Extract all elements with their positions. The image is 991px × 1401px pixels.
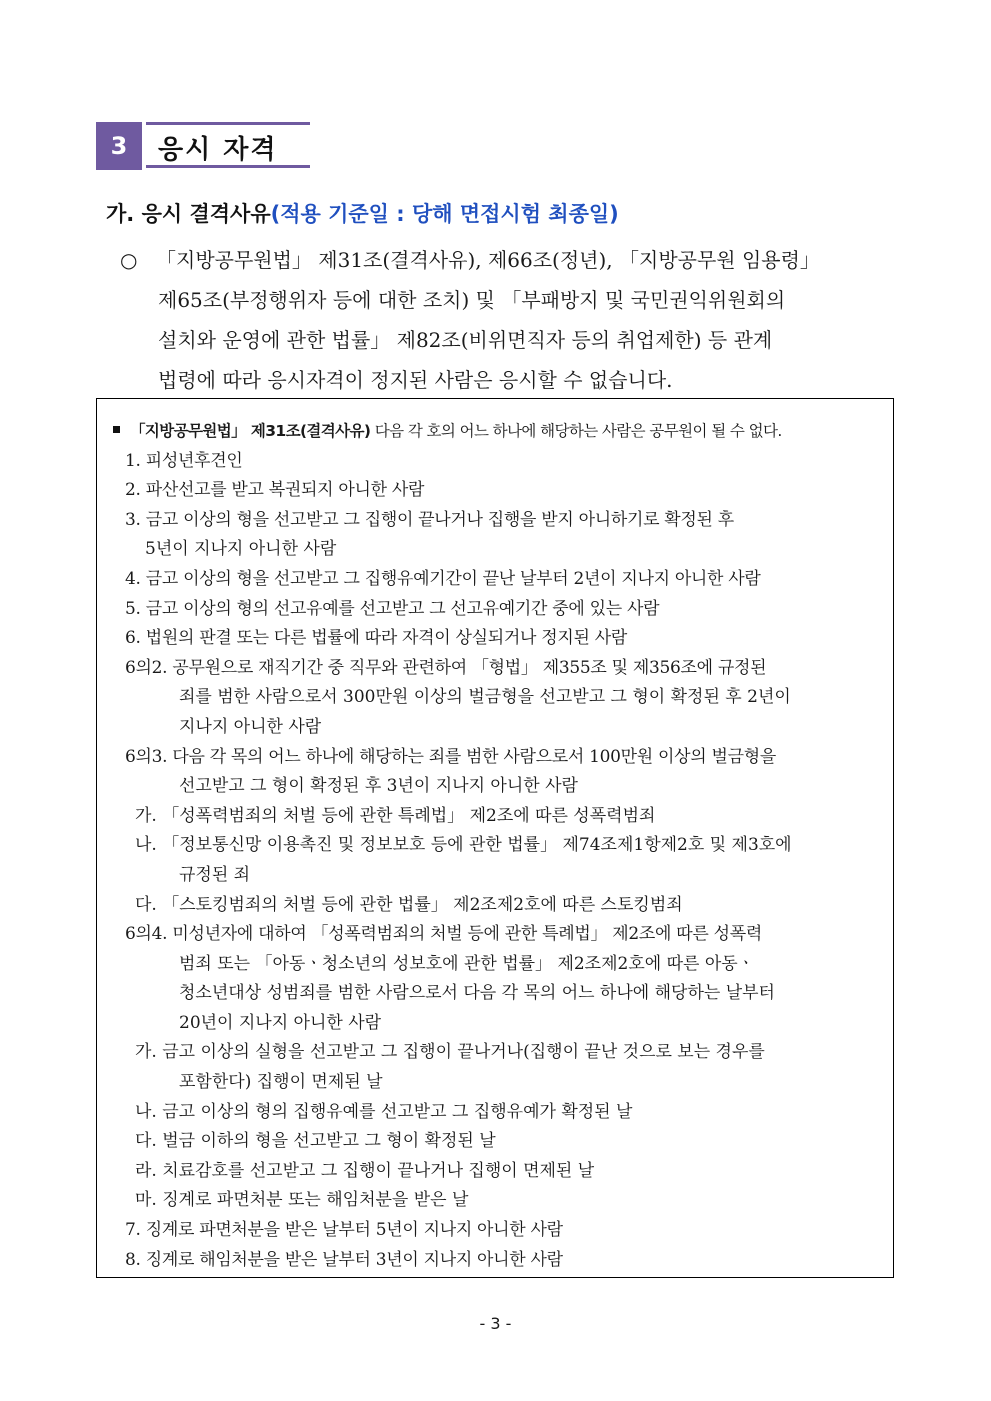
intro-line: 「지방공무원법」 제31조(결격사유), 제66조(정년), 「지방공무원 임용령」 (156, 248, 820, 272)
list-item: 7. 징계로 파면처분을 받은 날부터 5년이 지나지 아니한 사람 (125, 1220, 563, 1241)
sub-item: 다. 「스토킹범죄의 처벌 등에 관한 법률」 제2조제2호에 따른 스토킹범죄 (135, 894, 683, 915)
list-item-continuation: 20년이 지나지 아니한 사람 (179, 1012, 382, 1033)
page-number: - 3 - (479, 1314, 512, 1333)
list-item: 5. 금고 이상의 형의 선고유예를 선고받고 그 선고유예기간 중에 있는 사람 (125, 598, 660, 619)
sub-item-continuation: 포함한다) 집행이 면제된 날 (179, 1072, 383, 1093)
list-item-continuation: 5년이 지나지 아니한 사람 (145, 539, 337, 560)
list-item: 2. 파산선고를 받고 복권되지 아니한 사람 (125, 480, 425, 501)
sub-item: 가. 「성폭력범죄의 처벌 등에 관한 특례법」 제2조에 따른 성폭력범죄 (135, 805, 656, 826)
section-heading (96, 122, 310, 170)
list-item: 8. 징계로 해임처분을 받은 날부터 3년이 지나지 아니한 사람 (125, 1249, 563, 1270)
list-item: 6의3. 다음 각 목의 어느 하나에 해당하는 죄를 범한 사람으로서 100만원 이상의 벌금형을 (125, 746, 776, 767)
circle-bullet: ○ (120, 248, 138, 272)
law-excerpt-box (96, 398, 894, 1278)
intro-line: 법령에 따라 응시자격이 정지된 사람은 응시할 수 없습니다. (158, 368, 673, 392)
sub-item: 마. 징계로 파면처분 또는 해임처분을 받은 날 (135, 1190, 469, 1211)
section-title: 응시 자격 (158, 135, 278, 165)
intro-line: 설치와 운영에 관한 법률」 제82조(비위면직자 등의 취업제한) 등 관계 (158, 328, 773, 352)
list-item-continuation: 지나지 아니한 사람 (179, 716, 322, 737)
list-item: 4. 금고 이상의 형을 선고받고 그 집행유예기간이 끝난 날부터 2년이 지나지 아니한 사람 (125, 568, 761, 589)
section-number: 3 (96, 122, 142, 170)
intro-paragraph (120, 240, 900, 400)
subheading (106, 198, 619, 228)
box-heading (97, 417, 893, 447)
sub-item-continuation: 규정된 죄 (179, 864, 251, 885)
sub-item: 가. 금고 이상의 실형을 선고받고 그 집행이 끝나거나(집행이 끝난 것으로 보는 경우를 (135, 1042, 765, 1063)
sub-item: 나. 「정보통신망 이용촉진 및 정보보호 등에 관한 법률」 제74조제1항제2호 및 제3호에 (135, 835, 792, 856)
subheading-highlight: (적용 기준일 : 당해 면접시험 최종일) (270, 202, 619, 226)
square-bullet-icon (113, 426, 120, 433)
list-item: 1. 피성년후견인 (125, 450, 243, 471)
section-title-frame (146, 122, 310, 168)
list-item-continuation: 범죄 또는 「아동ㆍ청소년의 성보호에 관한 법률」 제2조제2호에 따른 아동ㆍ (179, 953, 755, 974)
list-item: 3. 금고 이상의 형을 선고받고 그 집행이 끝나거나 집행을 받지 아니하기로 확정된 후 (125, 509, 734, 530)
sub-item: 라. 치료감호를 선고받고 그 집행이 끝나거나 집행이 면제된 날 (135, 1160, 595, 1181)
intro-line: 제65조(부정행위자 등에 대한 조치) 및 「부패방지 및 국민권익위원회의 (158, 288, 786, 312)
list-item-continuation: 청소년대상 성범죄를 범한 사람으로서 다음 각 목의 어느 하나에 해당하는 날부터 (179, 983, 775, 1004)
list-item: 6. 법원의 판결 또는 다른 법률에 따라 자격이 상실되거나 정지된 사람 (125, 628, 627, 649)
list-item-continuation: 죄를 범한 사람으로서 300만원 이상의 벌금형을 선고받고 그 형이 확정된 후 2년이 (179, 687, 791, 708)
sub-item: 나. 금고 이상의 형의 집행유예를 선고받고 그 집행유예가 확정된 날 (135, 1101, 633, 1122)
box-heading-rest: 다음 각 호의 어느 하나에 해당하는 사람은 공무원이 될 수 없다. (370, 422, 782, 440)
list-item: 6의4. 미성년자에 대하여 「성폭력범죄의 처벌 등에 관한 특례법」 제2조에 따른 성폭력 (125, 924, 762, 945)
subheading-prefix: 가. 응시 결격사유 (106, 202, 271, 226)
sub-item: 다. 벌금 이하의 형을 선고받고 그 형이 확정된 날 (135, 1131, 496, 1152)
list-item: 6의2. 공무원으로 재직기간 중 직무와 관련하여 「형법」 제355조 및 제356조에 규정된 (125, 657, 767, 678)
list-item-continuation: 선고받고 그 형이 확정된 후 3년이 지나지 아니한 사람 (179, 776, 578, 797)
box-heading-bold: 「지방공무원법」 제31조(결격사유) (130, 422, 371, 440)
